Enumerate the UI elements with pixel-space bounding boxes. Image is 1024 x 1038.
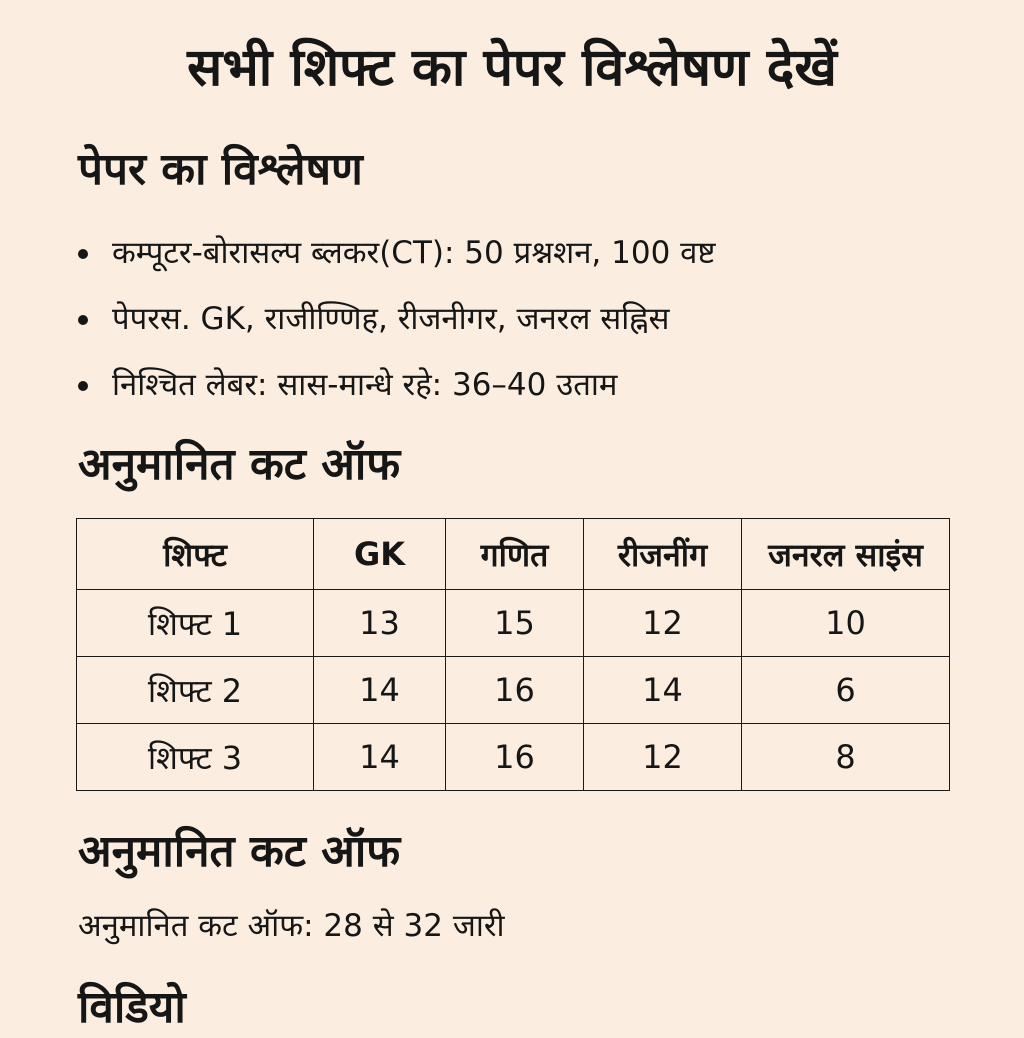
list-item-text: कम्पूटर-बोरासल्प ब्लकर(CT): 50 प्रश्नशन, 100 वष्ट	[112, 235, 716, 271]
column-header-shift: शिफ्ट	[77, 519, 314, 590]
table-cell: 16	[446, 724, 584, 791]
table-cell: 13	[314, 590, 446, 657]
table-cell: 14	[314, 724, 446, 791]
table-cell: 10	[742, 590, 950, 657]
cutoff-table-heading: अनुमानित कट ऑफ	[78, 439, 401, 490]
cutoff-summary-heading: अनुमानित कट ऑफ	[78, 826, 401, 877]
list-item	[78, 220, 998, 286]
column-header-maths: गणित	[446, 519, 584, 590]
page-title: सभी शिफ्ट का पेपर विश्लेषण देखें	[187, 38, 837, 98]
video-heading: विडियो	[78, 982, 186, 1033]
column-header-reasoning: रीजनींग	[584, 519, 742, 590]
bullet-dot-icon	[78, 315, 88, 325]
cutoff-summary-text: अनुमानित कट ऑफ: 28 से 32 जारी	[78, 908, 505, 944]
table-cell: 14	[314, 657, 446, 724]
table-row	[77, 590, 950, 657]
table-cell: 6	[742, 657, 950, 724]
list-item	[78, 286, 998, 352]
table-cell: शिफ्ट 2	[77, 657, 314, 724]
table-cell: 16	[446, 657, 584, 724]
list-item-text: निश्चित लेबर: सास-मान्धे रहे: 36–40 उताम	[112, 367, 618, 403]
table-row	[77, 657, 950, 724]
list-item-text: पेपरस. GK, राजीण्णिह, रीजनीगर, जनरल सह्निस	[112, 301, 670, 337]
analysis-list	[78, 220, 998, 418]
column-header-gk: GK	[314, 519, 446, 590]
table-cell: शिफ्ट 1	[77, 590, 314, 657]
table-cell: शिफ्ट 3	[77, 724, 314, 791]
cutoff-table	[76, 518, 950, 791]
table-cell: 8	[742, 724, 950, 791]
table-header-row	[77, 519, 950, 590]
table-cell: 12	[584, 590, 742, 657]
table-cell: 14	[584, 657, 742, 724]
bullet-dot-icon	[78, 381, 88, 391]
table-row	[77, 724, 950, 791]
list-item	[78, 352, 998, 418]
table-cell: 12	[584, 724, 742, 791]
column-header-science: जनरल साइंस	[742, 519, 950, 590]
analysis-heading: पेपर का विश्लेषण	[78, 144, 363, 195]
table-cell: 15	[446, 590, 584, 657]
bullet-dot-icon	[78, 249, 88, 259]
